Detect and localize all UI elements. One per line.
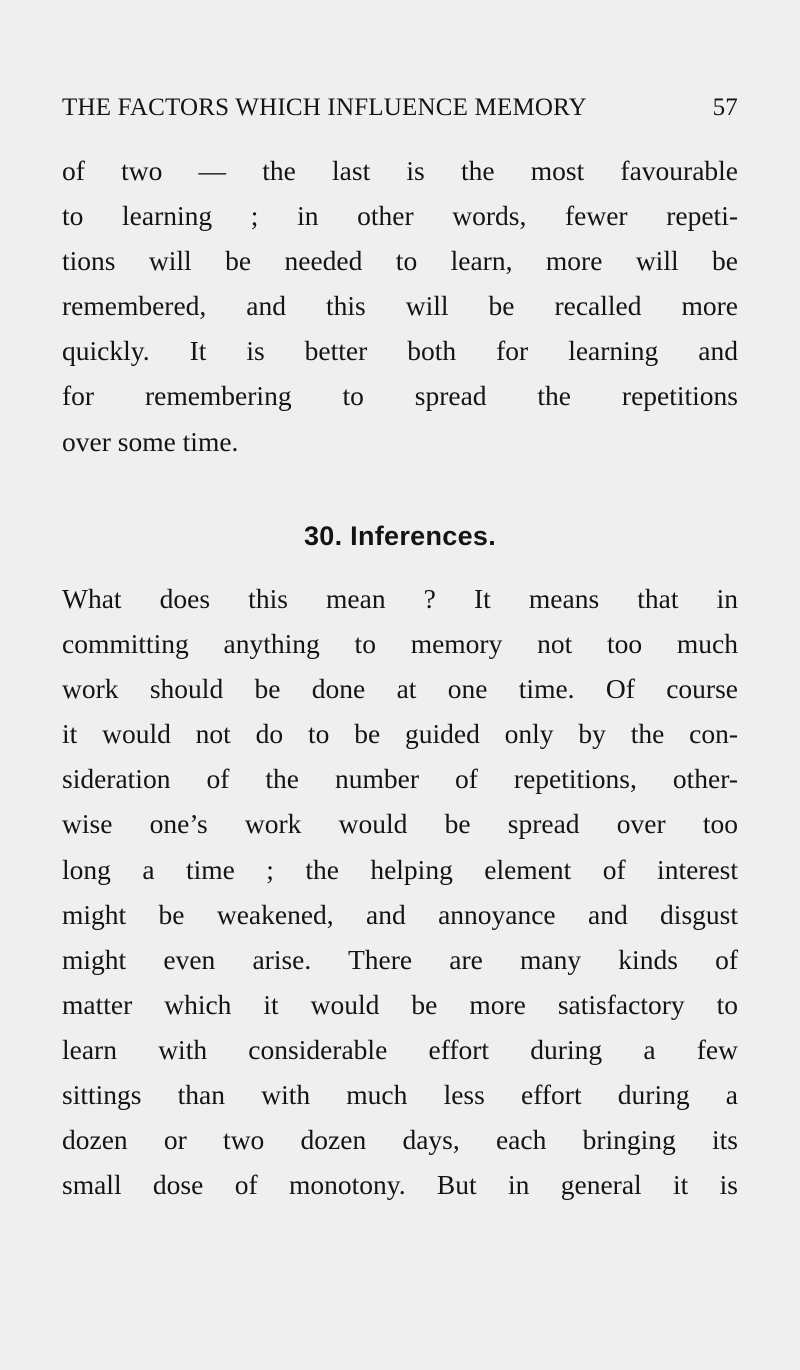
text-line: matter which it would be more satisfactory to xyxy=(62,988,738,1020)
text-line: wise one’s work would be spread over too xyxy=(62,808,738,840)
text-line: for remembering to spread the repetitions xyxy=(62,380,738,412)
paragraph-inferences xyxy=(62,576,738,1207)
section-heading: 30. Inferences. xyxy=(303,521,497,551)
page-number: 57 xyxy=(712,94,738,121)
text-line: tions will be needed to learn, more will be xyxy=(62,245,738,277)
text-line: long a time ; the helping element of interest xyxy=(62,853,738,885)
text-line: learn with considerable effort during a few xyxy=(62,1033,738,1065)
text-line: small dose of monotony. But in general it is xyxy=(62,1169,738,1201)
text-line: remembered, and this will be recalled more xyxy=(62,290,738,322)
text-line: sittings than with much less effort during a xyxy=(62,1079,738,1111)
text-line: quickly. It is better both for learning and xyxy=(62,335,738,367)
text-line: to learning ; in other words, fewer repeti- xyxy=(62,200,738,232)
text-line: What does this mean ? It means that in xyxy=(62,583,738,614)
text-line: committing anything to memory not too much xyxy=(62,628,738,660)
text-line: might be weakened, and annoyance and disgust xyxy=(62,898,738,930)
text-line: dozen or two dozen days, each bringing its xyxy=(62,1124,738,1156)
running-header xyxy=(62,90,738,126)
text-line: over some time. xyxy=(62,425,239,457)
text-line: of two — the last is the most favourable xyxy=(62,155,738,186)
text-line: might even arise. There are many kinds of xyxy=(62,943,738,975)
text-line: sideration of the number of repetitions, other- xyxy=(62,763,738,795)
running-title: THE FACTORS WHICH INFLUENCE MEMORY xyxy=(62,94,587,121)
text-line: it would not do to be guided only by the con- xyxy=(62,718,738,750)
paragraph-continuation xyxy=(62,148,738,464)
text-line: work should be done at one time. Of course xyxy=(62,673,738,705)
